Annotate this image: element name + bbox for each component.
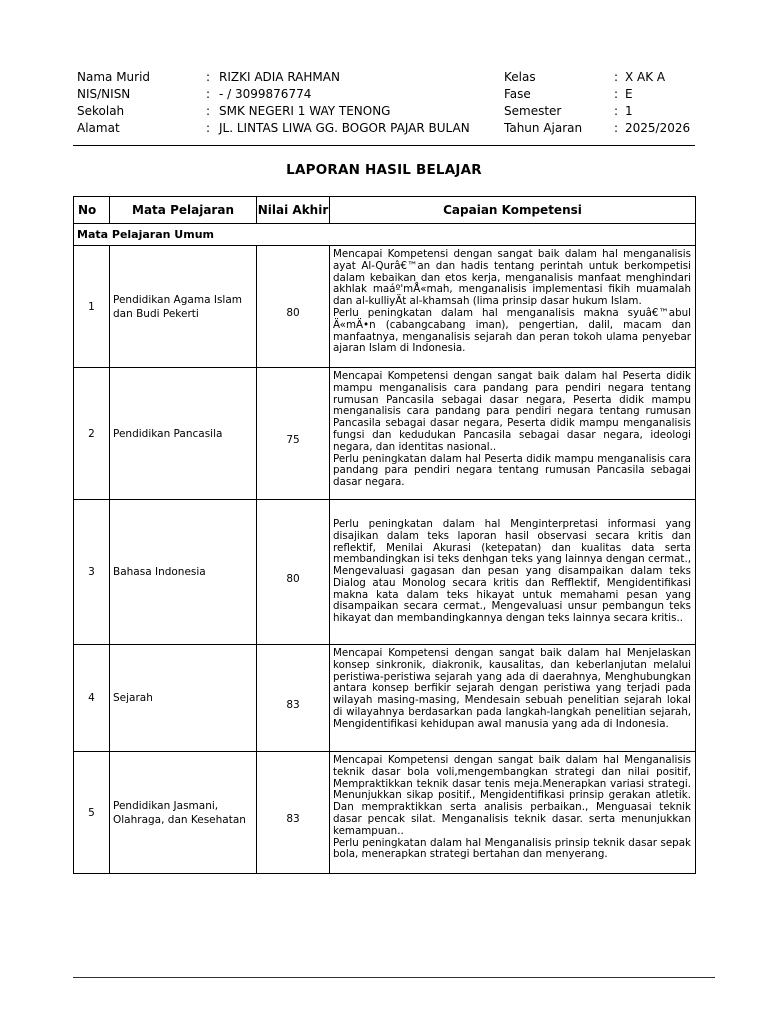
column-header-competency: Capaian Kompetensi	[330, 197, 696, 224]
header-row	[77, 86, 697, 103]
field-value-address: JL. LINTAS LIWA GG. BOGOR PAJAR BULAN	[219, 121, 470, 135]
table-row	[74, 752, 696, 874]
field-value-academic-year: 2025/2026	[625, 121, 691, 135]
colon: :	[206, 121, 211, 135]
final-score: 75	[257, 368, 330, 500]
table-row	[74, 246, 696, 368]
final-score: 83	[257, 645, 330, 752]
colon: :	[614, 87, 619, 101]
row-number: 2	[74, 368, 110, 500]
field-value-semester: 1	[625, 104, 633, 118]
field-value-phase: E	[625, 87, 633, 101]
competency-description	[330, 752, 696, 874]
subject-name: Pendidikan Jasmani, Olahraga, dan Kesehatan	[110, 752, 257, 874]
field-label-address: Alamat	[77, 121, 120, 135]
grades-table	[73, 196, 696, 874]
row-number: 5	[74, 752, 110, 874]
competency-achieved-text: Mencapai Kompetensi dengan sangat baik dalam hal Peserta didik mampu menganalisis cara pandang para pendiri negara tentang rumusan Pancasila sebagai dasar negara, Peserta didik mampu menganalisis cara pandang para pendiri negara tentang rumusan Pancasila sebagai dasar negara, Peserta didik mampu menganalisis fungsi dan kedudukan Pancasila sebagai dasar negara, ideologi negara, dan identitas nasional..	[333, 370, 691, 453]
header-row	[77, 103, 697, 120]
field-value-school: SMK NEGERI 1 WAY TENONG	[219, 104, 391, 118]
field-label-phase: Fase	[504, 87, 531, 101]
field-label-academic-year: Tahun Ajaran	[504, 121, 583, 135]
column-header-final-score: Nilai Akhir	[257, 197, 330, 224]
subject-group-row	[74, 224, 696, 246]
field-value-student-name: RIZKI ADIA RAHMAN	[219, 70, 340, 84]
table-header-row	[74, 197, 696, 224]
competency-achieved-text: Mencapai Kompetensi dengan sangat baik dalam hal Menjelaskan konsep sinkronik, diakronik, kausalitas, dan keberlanjutan melalui peristiwa-peristiwa sejarah yang ada di daerahnya, Menghubungkan antara konsep berfikir sejarah dengan peristiwa yang terjadi pada wilayah masing-masing, Mendesain sebuah penelitian sejarah lokal di wilayahnya berdasarkan pada langkah-langkah penelitian sejarah, Mengidentifikasi kehidupan awal manusia yang ada di Indonesia.	[333, 647, 691, 730]
table-row	[74, 500, 696, 645]
colon: :	[614, 70, 619, 84]
competency-achieved-text: Mencapai Kompetensi dengan sangat baik dalam hal Menganalisis teknik dasar bola voli,mengembangkan strategi dan nilai positif, Mempraktikkan teknik dasar tenis meja.Menerapkan variasi strategi. Menunjukkan sikap positif., Mengidentifikasi prinsip gerakan atletik. Dan mempraktikkan serta analisis perbaikan., Menguasai teknik dasar pencak silat. Menganalisis teknik dasar. serta menunjukkan kemampuan..	[333, 754, 691, 837]
report-title: LAPORAN HASIL BELAJAR	[286, 162, 482, 178]
competency-description	[330, 500, 696, 645]
field-label-nis-nisn: NIS/NISN	[77, 87, 131, 101]
table-row	[74, 368, 696, 500]
field-label-school: Sekolah	[77, 104, 125, 118]
colon: :	[206, 70, 211, 84]
student-identity-header	[77, 69, 697, 137]
table-row	[74, 645, 696, 752]
footer-divider	[73, 977, 715, 978]
row-number: 3	[74, 500, 110, 645]
colon: :	[206, 87, 211, 101]
field-label-student-name: Nama Murid	[77, 70, 151, 84]
competency-achieved-text: Mencapai Kompetensi dengan sangat baik dalam hal menganalisis ayat Al-Qurâ€™an dan hadis tentang perintah untuk berkompetisi dalam kebaikan dan etos kerja, menganalisis manfaat menghindari akhlak maáº'mÅ«mah, menganalisis implementasi fikih muamalah dan al-kulliyÄt al-khamsah (lima prinsip dasar hukum Islam.	[333, 248, 691, 308]
row-number: 1	[74, 246, 110, 368]
final-score: 83	[257, 752, 330, 874]
competency-description	[330, 368, 696, 500]
subject-group-label: Mata Pelajaran Umum	[74, 224, 696, 246]
subject-name: Pendidikan Pancasila	[110, 368, 257, 500]
competency-improvement-text: Perlu peningkatan dalam hal Menginterpretasi informasi yang disajikan dalam teks laporan hasil observasi secara kritis dan reflektif, Menilai Akurasi (ketepatan) dan kualitas data serta membandingkan isi teks denhgan teks yang lainnya dengan cermat., Mengevaluasi gagasan dan pesan yang disampaikan dalam teks Dialog atau Monolog secara kritis dan Refflektif, Mengidentifikasi makna kata dalam teks hikayat untuk memahami pesan yang disampaikan secara cermat., Mengevaluasi unsur pembangun teks hikayat dan membandingkannya dengan teks lainnya secara kritis..	[333, 517, 691, 625]
colon: :	[614, 121, 619, 135]
field-label-semester: Semester	[504, 104, 562, 118]
colon: :	[614, 104, 619, 118]
competency-improvement-text: Perlu peningkatan dalam hal Menganalisis prinsip teknik dasar sepak bola, menerapkan strategi bertahan dan menyerang.	[333, 836, 691, 861]
subject-name: Pendidikan Agama Islam dan Budi Pekerti	[110, 246, 257, 368]
competency-improvement-text: Perlu peningkatan dalam hal Peserta didik mampu menganalisis cara pandang para pendiri negara tentang rumusan Pancasila sebagai dasar negara.	[333, 452, 691, 489]
field-value-nis-nisn: - / 3099876774	[219, 87, 312, 101]
competency-description	[330, 246, 696, 368]
header-row	[77, 69, 697, 86]
colon: :	[206, 104, 211, 118]
competency-description	[330, 645, 696, 752]
header-divider	[73, 145, 695, 146]
field-label-class: Kelas	[504, 70, 536, 84]
final-score: 80	[257, 500, 330, 645]
field-value-class: X AK A	[625, 70, 666, 84]
competency-improvement-text: Perlu peningkatan dalam hal menganalisis makna syuâ€™abul Ä«mÄ•n (cabangcabang iman), pengertian, dalil, macam dan manfaatnya, menganalisis sejarah dan peran tokoh ulama penyebar ajaran Islam di Indonesia.	[333, 306, 691, 355]
column-header-subject: Mata Pelajaran	[110, 197, 257, 224]
header-row	[77, 120, 697, 137]
column-header-no: No	[74, 197, 110, 224]
subject-name: Sejarah	[110, 645, 257, 752]
final-score: 80	[257, 246, 330, 368]
row-number: 4	[74, 645, 110, 752]
subject-name: Bahasa Indonesia	[110, 500, 257, 645]
